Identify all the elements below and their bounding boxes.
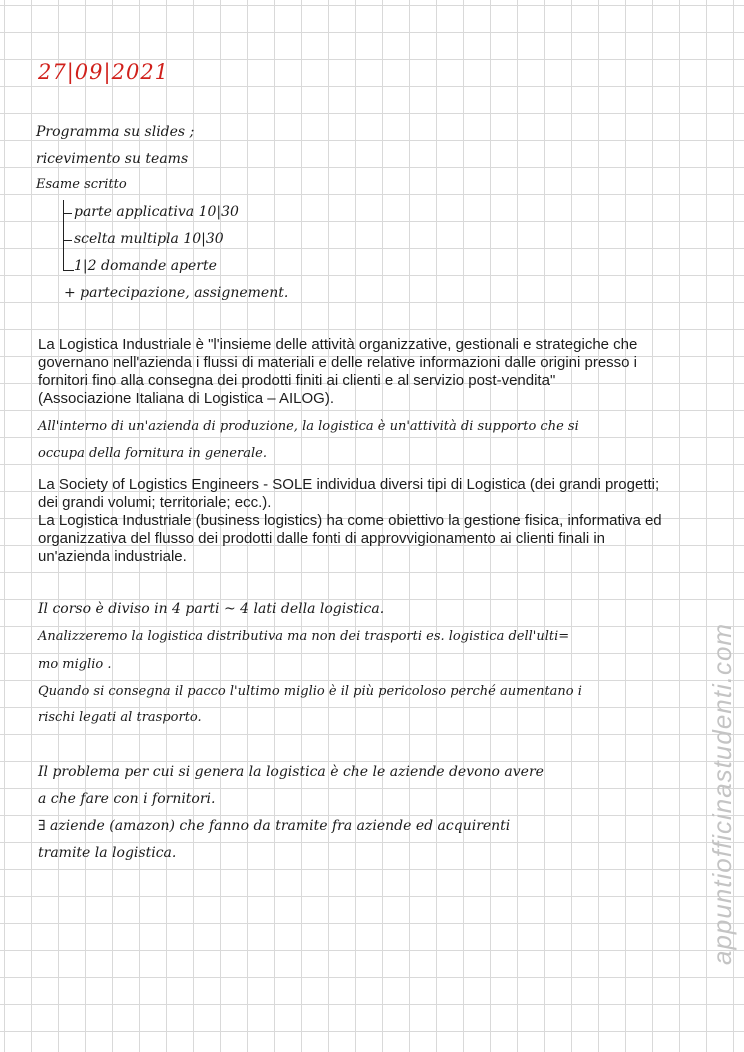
note-line: Esame scritto (36, 177, 127, 192)
printed-line: (Associazione Italiana di Logistica – AILOG). (38, 390, 334, 407)
note-line: mo miglio . (38, 657, 112, 672)
exam-part-line: parte applicativa 10|30 (74, 204, 239, 220)
printed-line: organizzativa del flusso dei prodotti dalle fonti di approvvigionamento ai clienti finali in (38, 530, 605, 547)
note-line: Il corso è diviso in 4 parti ~ 4 lati della logistica. (38, 601, 385, 617)
printed-line: dei grandi volumi; territoriale; ecc.). (38, 494, 272, 511)
printed-line: un'azienda industriale. (38, 548, 187, 565)
watermark: appuntiofficinastudenti.com (707, 622, 737, 965)
note-line: All'interno di un'azienda di produzione, la logistica è un'attività di supporto che si (38, 419, 579, 434)
note-line: Programma su slides ; (36, 124, 195, 140)
bracket-tick (63, 213, 72, 214)
note-line: occupa della fornitura in generale. (38, 446, 267, 461)
printed-line: La Logistica Industriale è "l'insieme delle attività organizzative, gestionali e strategiche che (38, 336, 638, 353)
exam-part-line: 1|2 domande aperte (74, 258, 217, 274)
date-heading: 27|09|2021 (38, 60, 170, 84)
bracket-tick (63, 240, 72, 241)
note-line: Analizzeremo la logistica distributiva ma non dei trasporti es. logistica dell'ulti= (38, 629, 570, 644)
note-line: a che fare con i fornitori. (38, 791, 216, 807)
printed-definition (38, 336, 718, 408)
note-line: rischi legati al trasporto. (38, 710, 202, 725)
printed-line: La Society of Logistics Engineers - SOLE individua diversi tipi di Logistica (dei grandi progetti; (38, 476, 660, 493)
printed-line: La Logistica Industriale (business logistics) ha come obiettivo la gestione fisica, informativa ed (38, 512, 662, 529)
note-line: tramite la logistica. (38, 845, 177, 861)
exam-bracket (63, 200, 74, 271)
note-line: Il problema per cui si genera la logistica è che le aziende devono avere (38, 764, 544, 780)
printed-paragraph (38, 476, 718, 566)
printed-line: governano nell'azienda i flussi di materiali e delle relative informazioni dalle origini presso i (38, 354, 638, 371)
note-line: ricevimento su teams (36, 151, 189, 167)
note-line: Quando si consegna il pacco l'ultimo miglio è il più pericoloso perché aumentano i (38, 684, 582, 699)
exam-part-line: + partecipazione, assignement. (64, 285, 289, 301)
printed-line: fornitori fino alla consegna dei prodotti finiti ai clienti e al servizio post-vendita" (38, 372, 556, 389)
exam-part-line: scelta multipla 10|30 (74, 231, 224, 247)
note-line: ∃ aziende (amazon) che fanno da tramite fra aziende ed acquirenti (38, 818, 511, 834)
